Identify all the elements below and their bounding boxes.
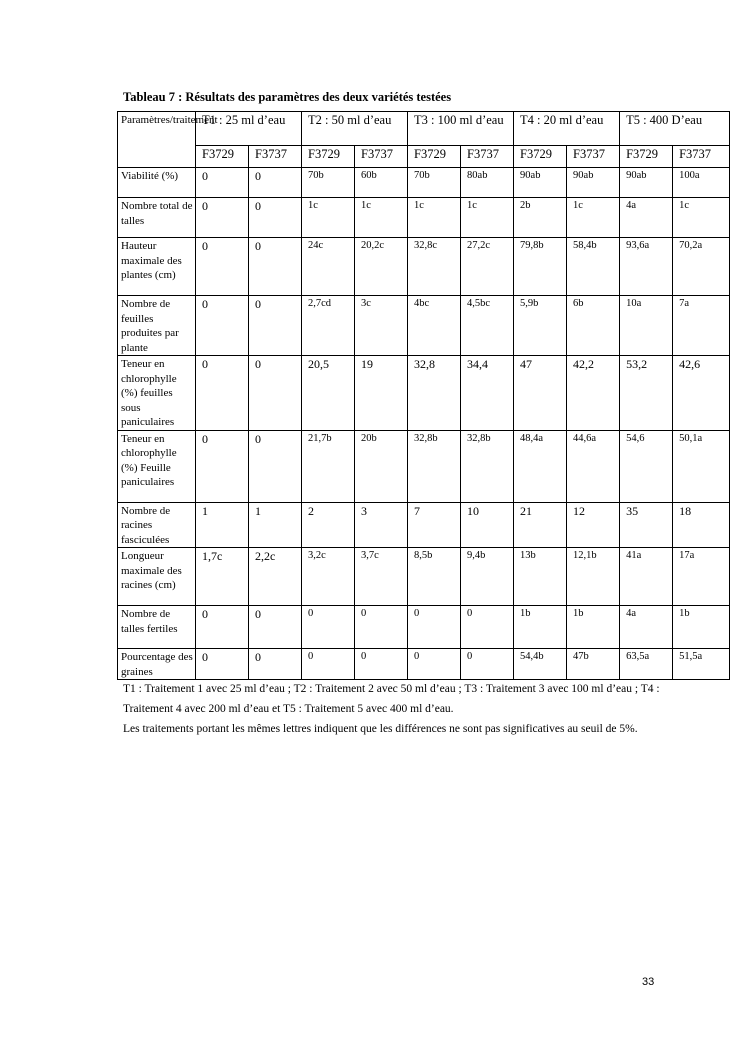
row-label: Nombre de racines fasciculées — [118, 502, 196, 548]
row-label: Teneur en chlorophylle (%) feuilles sous paniculaires — [118, 356, 196, 431]
table-cell: 54,4b — [514, 649, 567, 680]
results-table — [117, 111, 730, 680]
table-cell: 32,8b — [408, 430, 461, 502]
table-cell: 3 — [355, 502, 408, 548]
table-cell: 1,7c — [196, 548, 249, 606]
treatment-header: T2 : 50 ml d’eau — [302, 112, 408, 146]
table-cell: 51,5a — [673, 649, 730, 680]
table-cell: 93,6a — [620, 238, 673, 296]
table-cell: 0 — [249, 430, 302, 502]
row-label: Teneur en chlorophylle (%) Feuille paniculaires — [118, 430, 196, 502]
table-cell: 0 — [355, 606, 408, 649]
table-cell: 35 — [620, 502, 673, 548]
row-label: Longueur maximale des racines (cm) — [118, 548, 196, 606]
table-cell: 7a — [673, 296, 730, 356]
treatment-legend: T1 : Traitement 1 avec 25 ml d’eau ; T2 : Traitement 2 avec 50 ml d’eau ; T3 : Traitement 3 avec 100 ml d’eau ; T4 : Traitement 4 avec 200 ml d’eau et T5 : Traitement 5 avec 400 ml d’eau. — [123, 683, 660, 715]
table-cell: 4a — [620, 606, 673, 649]
table-cell: 0 — [249, 168, 302, 198]
table-cell: 0 — [302, 649, 355, 680]
row-label: Hauteur maximale des plantes (cm) — [118, 238, 196, 296]
variety-header: F3729 — [302, 146, 355, 168]
treatment-header: T3 : 100 ml d’eau — [408, 112, 514, 146]
table-cell: 18 — [673, 502, 730, 548]
table-row — [118, 198, 730, 238]
param-header: Paramètres/traitement — [118, 112, 196, 168]
table-cell: 20,5 — [302, 356, 355, 431]
table-cell: 13b — [514, 548, 567, 606]
table-title: Tableau 7 : Résultats des paramètres des deux variétés testées — [123, 90, 452, 104]
table-row — [118, 430, 730, 502]
table-cell: 32,8 — [408, 356, 461, 431]
table-cell: 2,2c — [249, 548, 302, 606]
table-cell: 1b — [567, 606, 620, 649]
page-number: 33 — [642, 976, 655, 988]
table-cell: 5,9b — [514, 296, 567, 356]
table-row — [118, 168, 730, 198]
variety-header: F3737 — [249, 146, 302, 168]
table-cell: 3c — [355, 296, 408, 356]
table-cell: 47 — [514, 356, 567, 431]
variety-header: F3737 — [567, 146, 620, 168]
table-cell: 0 — [408, 606, 461, 649]
table-cell: 1 — [249, 502, 302, 548]
table-cell: 1 — [196, 502, 249, 548]
table-cell: 80ab — [461, 168, 514, 198]
table-cell: 2,7cd — [302, 296, 355, 356]
row-label: Pourcentage des graines — [118, 649, 196, 680]
table-cell: 0 — [196, 649, 249, 680]
table-cell: 4a — [620, 198, 673, 238]
treatment-header: T5 : 400 D’eau — [620, 112, 730, 146]
table-cell: 19 — [355, 356, 408, 431]
table-cell: 0 — [302, 606, 355, 649]
treatment-header: T4 : 20 ml d’eau — [514, 112, 620, 146]
table-cell: 0 — [196, 198, 249, 238]
table-cell: 12,1b — [567, 548, 620, 606]
table-cell: 70b — [408, 168, 461, 198]
table-cell: 42,6 — [673, 356, 730, 431]
table-cell: 0 — [249, 296, 302, 356]
table-cell: 0 — [249, 198, 302, 238]
table-row — [118, 606, 730, 649]
table-cell: 42,2 — [567, 356, 620, 431]
table-cell: 0 — [408, 649, 461, 680]
table-cell: 24c — [302, 238, 355, 296]
table-cell: 54,6 — [620, 430, 673, 502]
table-cell: 90ab — [514, 168, 567, 198]
table-cell: 1c — [673, 198, 730, 238]
table-cell: 0 — [196, 430, 249, 502]
table-row — [118, 238, 730, 296]
variety-header: F3729 — [620, 146, 673, 168]
table-cell: 41a — [620, 548, 673, 606]
table-cell: 12 — [567, 502, 620, 548]
table-cell: 44,6a — [567, 430, 620, 502]
table-row — [118, 548, 730, 606]
table-cell: 6b — [567, 296, 620, 356]
row-label: Nombre de talles fertiles — [118, 606, 196, 649]
table-cell: 1c — [461, 198, 514, 238]
variety-header: F3737 — [461, 146, 514, 168]
table-cell: 0 — [196, 356, 249, 431]
table-cell: 3,7c — [355, 548, 408, 606]
variety-header: F3729 — [408, 146, 461, 168]
table-cell: 20b — [355, 430, 408, 502]
table-cell: 0 — [249, 606, 302, 649]
table-cell: 0 — [196, 296, 249, 356]
table-cell: 90ab — [620, 168, 673, 198]
table-cell: 8,5b — [408, 548, 461, 606]
table-cell: 53,2 — [620, 356, 673, 431]
row-label: Viabilité (%) — [118, 168, 196, 198]
table-cell: 0 — [461, 606, 514, 649]
table-cell: 1c — [302, 198, 355, 238]
table-cell: 0 — [461, 649, 514, 680]
table-cell: 21 — [514, 502, 567, 548]
table-cell: 1c — [408, 198, 461, 238]
table-cell: 48,4a — [514, 430, 567, 502]
table-cell: 0 — [196, 606, 249, 649]
table-cell: 1c — [355, 198, 408, 238]
row-label: Nombre total de talles — [118, 198, 196, 238]
table-cell: 1b — [514, 606, 567, 649]
table-row — [118, 296, 730, 356]
table-cell: 0 — [355, 649, 408, 680]
table-notes — [123, 679, 683, 739]
table-cell: 0 — [249, 238, 302, 296]
table-cell: 70,2a — [673, 238, 730, 296]
table-cell: 79,8b — [514, 238, 567, 296]
table-cell: 27,2c — [461, 238, 514, 296]
table-cell: 10a — [620, 296, 673, 356]
table-cell: 17a — [673, 548, 730, 606]
table-cell: 0 — [249, 356, 302, 431]
table-cell: 3,2c — [302, 548, 355, 606]
table-cell: 58,4b — [567, 238, 620, 296]
table-cell: 32,8b — [461, 430, 514, 502]
table-row — [118, 356, 730, 431]
significance-note: Les traitements portant les mêmes lettres indiquent que les différences ne sont pas significatives au seuil de 5%. — [123, 723, 638, 735]
table-cell: 4bc — [408, 296, 461, 356]
treatment-header: T1 : 25 ml d’eau — [196, 112, 302, 146]
variety-header: F3737 — [673, 146, 730, 168]
table-cell: 10 — [461, 502, 514, 548]
table-cell: 32,8c — [408, 238, 461, 296]
table-cell: 100a — [673, 168, 730, 198]
variety-header: F3737 — [355, 146, 408, 168]
table-cell: 2 — [302, 502, 355, 548]
table-cell: 21,7b — [302, 430, 355, 502]
table-cell: 0 — [249, 649, 302, 680]
table-cell: 34,4 — [461, 356, 514, 431]
table-cell: 0 — [196, 168, 249, 198]
table-row — [118, 502, 730, 548]
row-label: Nombre de feuilles produites par plante — [118, 296, 196, 356]
table-cell: 0 — [196, 238, 249, 296]
table-cell: 90ab — [567, 168, 620, 198]
table-cell: 4,5bc — [461, 296, 514, 356]
table-row — [118, 649, 730, 680]
table-cell: 47b — [567, 649, 620, 680]
table-cell: 9,4b — [461, 548, 514, 606]
table-cell: 1c — [567, 198, 620, 238]
variety-header: F3729 — [196, 146, 249, 168]
table-cell: 70b — [302, 168, 355, 198]
table-cell: 50,1a — [673, 430, 730, 502]
table-cell: 60b — [355, 168, 408, 198]
table-cell: 20,2c — [355, 238, 408, 296]
table-cell: 63,5a — [620, 649, 673, 680]
table-cell: 2b — [514, 198, 567, 238]
table-cell: 1b — [673, 606, 730, 649]
variety-header: F3729 — [514, 146, 567, 168]
table-cell: 7 — [408, 502, 461, 548]
